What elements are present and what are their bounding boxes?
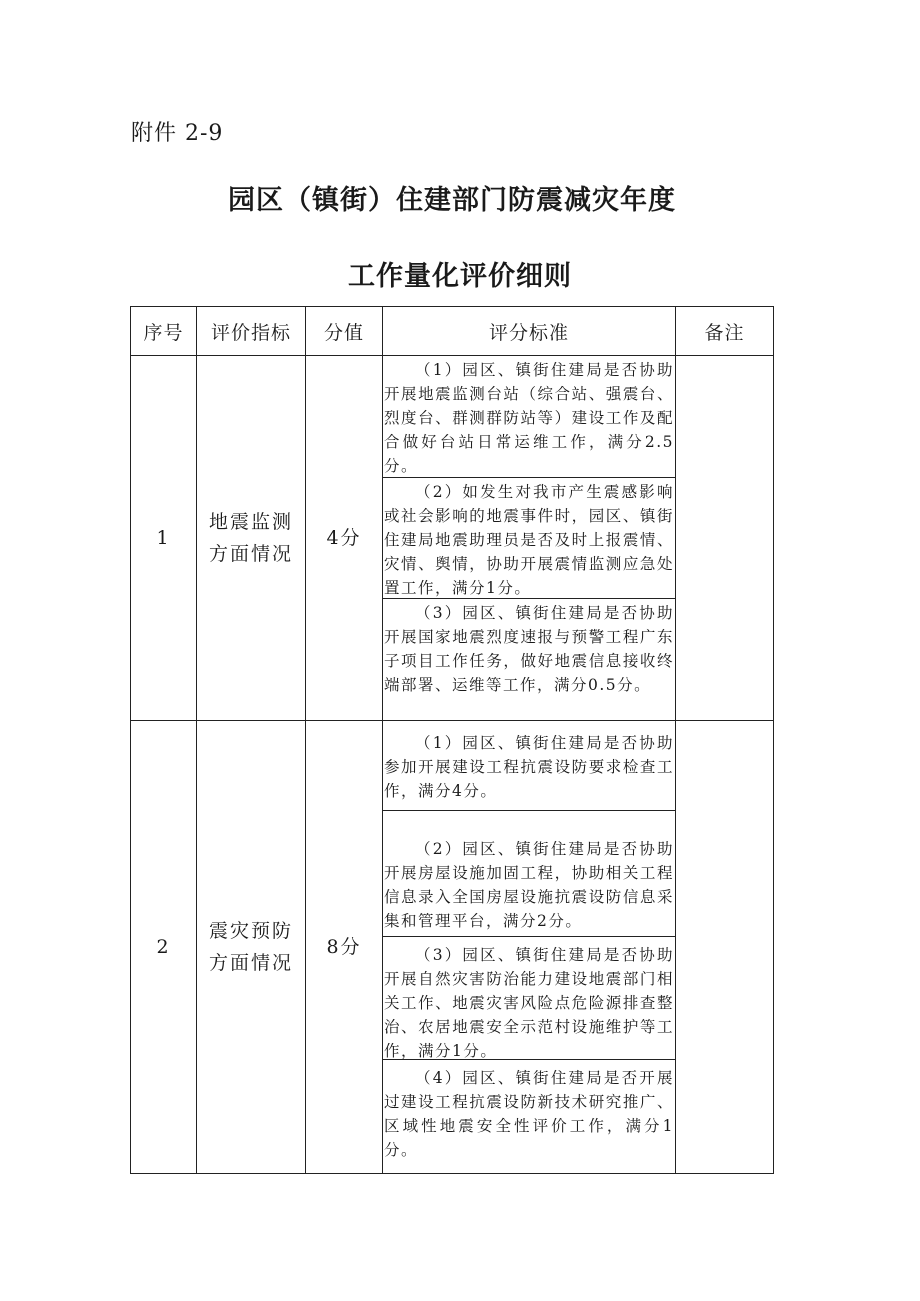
row-score: 4分 xyxy=(306,356,383,721)
criterion-item: （4）园区、镇街住建局是否开展过建设工程抗震设防新技术研究推广、区域性地震安全性评价工作，满分1分。 xyxy=(383,1059,675,1173)
attachment-label: 附件 2-9 xyxy=(131,121,224,146)
row-remark xyxy=(676,721,774,1174)
row-indicator: 地震监测方面情况 xyxy=(197,356,306,721)
criterion-item: （1）园区、镇街住建局是否协助开展地震监测台站（综合站、强震台、烈度台、群测群防站等）建设工作及配合做好台站日常运维工作，满分2.5分。 xyxy=(384,361,674,475)
row-remark xyxy=(676,356,774,721)
row-indicator: 震灾预防方面情况 xyxy=(197,721,306,1174)
criterion-item: （3）园区、镇街住建局是否协助开展国家地震烈度速报与预警工程广东子项目工作任务，做好地震信息接收终端部署、运维等工作，满分0.5分。 xyxy=(383,598,675,720)
row-no: 1 xyxy=(131,356,197,721)
table-header-row xyxy=(131,307,774,356)
header-no: 序号 xyxy=(131,307,197,356)
row-criteria xyxy=(383,721,676,1174)
criterion-item: （2）园区、镇街住建局是否协助开展房屋设施加固工程，协助相关工程信息录入全国房屋设施抗震设防信息采集和管理平台，满分2分。 xyxy=(383,810,675,936)
row-score: 8分 xyxy=(306,721,383,1174)
table-row xyxy=(131,356,774,721)
document-title-line2: 工作量化评价细则 xyxy=(348,261,572,292)
header-score: 分值 xyxy=(306,307,383,356)
criterion-item: （2）如发生对我市产生震感影响或社会影响的地震事件时，园区、镇街住建局地震助理员是否及时上报震情、灾情、舆情，协助开展震情监测应急处置工作，满分1分。 xyxy=(383,477,675,598)
row-criteria xyxy=(383,356,676,721)
criterion-item: （3）园区、镇街住建局是否协助开展自然灾害防治能力建设地震部门相关工作、地震灾害风险点危险源排查整治、农居地震安全示范村设施维护等工作，满分1分。 xyxy=(383,936,675,1059)
header-indicator: 评价指标 xyxy=(197,307,306,356)
table-row xyxy=(131,721,774,1174)
row-no: 2 xyxy=(131,721,197,1174)
document-title-line1: 园区（镇街）住建部门防震减灾年度 xyxy=(228,185,676,216)
criterion-item: （1）园区、镇街住建局是否协助参加开展建设工程抗震设防要求检查工作，满分4分。 xyxy=(384,734,674,800)
evaluation-table xyxy=(130,306,774,1174)
header-remark: 备注 xyxy=(676,307,774,356)
header-criteria: 评分标准 xyxy=(383,307,676,356)
